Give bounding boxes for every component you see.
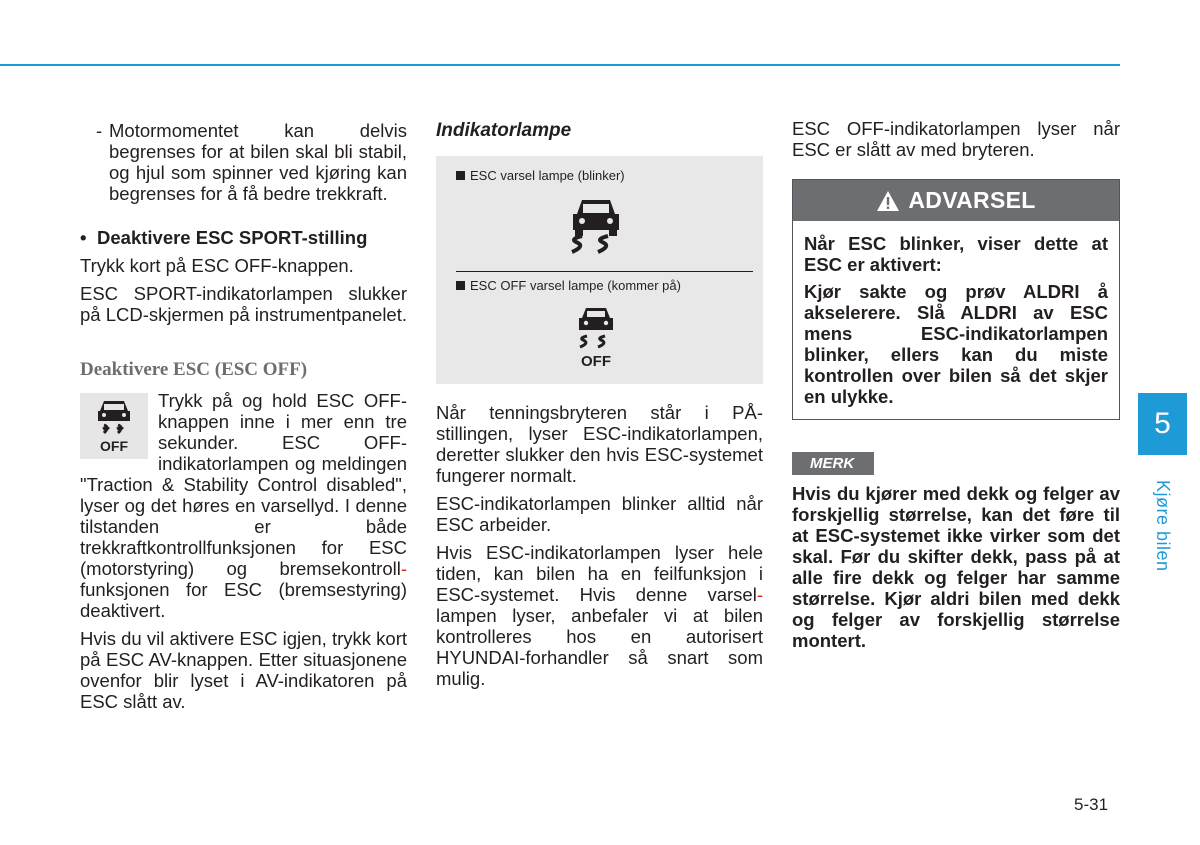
warning-box [792,179,1120,420]
dash-marker: - [96,120,103,141]
esc-off-subheading: Deaktivere ESC (ESC OFF) [80,359,308,380]
esc-off-block [80,390,407,621]
reactivate-esc-text: Hvis du vil aktivere ESC igjen, trykk kort på ESC AV-knappen. Etter situasjonene ovenfor blir lyset i AV-indikatoren på ESC slått av. [80,628,407,712]
chapter-number-tab: 5 [1138,393,1187,455]
bullet-marker: • [80,227,87,248]
warning-text-1: Når ESC blinker, viser dette at ESC er aktivert: [804,233,1108,275]
dash-item-text: Motormomentet kan delvis begrenses for at bilen skal bli stabil, og hjul som spinner ved kjøring kan begrenses for å få bedre trekkraft. [109,120,407,204]
indicator-lamp-box [436,156,763,384]
dash-list-item [96,120,407,204]
warning-body [793,221,1119,419]
lamp1-caption [456,168,625,183]
esc-off-button-image [80,393,148,459]
lamp2-label: ESC OFF varsel lampe (kommer på) [470,278,681,293]
lamp-divider [456,271,753,272]
esc-off-text-part-b: funksjonen for ESC (bremsestyring) deaktivert. [80,579,407,621]
ignition-text: Når tenningsbryteren står i PÅ-stillingen, lyser ESC-indikatorlampen, deretter slukker den hvis ESC-systemet fungerer normalt. [436,402,763,486]
esc-off-text-part-a: Trykk på og hold ESC OFF-knappen inne i mer enn tre sekunder. ESC OFF-indikatorlampen og meldingen "Traction & Stability Control disabled", lyser og det høres en varsellyd. I denne tilstanden er både trekkraftkontrollfunksjonen for ESC (motorstyring) og bremsekontroll [80,390,407,579]
esc-off-lamp-text: ESC OFF-indikatorlampen lyser når ESC er slått av med bryteren. [792,118,1120,160]
note-tag: MERK [792,452,874,475]
chapter-title-text: Kjøre bilen [1153,480,1173,572]
red-hyphen: - [400,558,407,579]
sport-off-instruction: Trykk kort på ESC OFF-knappen. [80,255,354,276]
column-left [80,118,407,712]
skid-car-off-icon [576,306,616,350]
sport-indicator-text: ESC SPORT-indikatorlampen slukker på LCD-skjermen på instrumentpanelet. [80,283,407,325]
warning-header [793,180,1119,221]
bullet-heading [80,227,407,249]
column-middle [436,118,763,689]
off-icon-label: OFF [100,438,128,454]
square-bullet-icon [456,171,465,180]
column-right [792,118,1120,651]
lamp1-label: ESC varsel lampe (blinker) [470,168,625,183]
chapter-title [1138,480,1187,600]
warning-title: ADVARSEL [908,187,1036,213]
indicator-heading: Indikatorlampe [436,120,572,141]
square-bullet-icon [456,281,465,290]
malfunction-part-b: lampen lyser, anbefaler vi at bilen kontrolleres hos en autorisert HYUNDAI-forhandler så snart som mulig. [436,605,763,689]
warning-triangle-icon [876,190,900,212]
warning-text-2: Kjør sakte og prøv ALDRI å akselerere. Slå ALDRI av ESC mens ESC-indikatorlampen blinker, ellers kan du miste kontrollen over bilen så det skjer en ulykke. [804,281,1108,407]
top-rule [0,64,1120,66]
red-hyphen: - [756,584,763,605]
page-number: 5-31 [1074,795,1109,814]
lamp2-caption [456,278,681,293]
esc-malfunction-text [436,542,763,689]
skid-car-icon [566,196,626,258]
esc-blink-text: ESC-indikatorlampen blinker alltid når ESC arbeider. [436,493,763,535]
note-text: Hvis du kjører med dekk og felger av forskjellig størrelse, kan det føre til at ESC-systemet ikke virker som det skal. Før du skifter dekk, pass på at alle fire dekk og felger har samme størrelse. Kjør aldri bilen med dekk og felger av forskjellig størrelse montert. [792,483,1120,651]
lamp2-off-label: OFF [581,353,611,370]
malfunction-part-a: Hvis ESC-indikatorlampen lyser hele tiden, kan bilen ha en feilfunksjon i ESC-systemet. Hvis denne varsel [436,542,763,605]
bullet-heading-text: Deaktivere ESC SPORT-stilling [97,227,368,248]
